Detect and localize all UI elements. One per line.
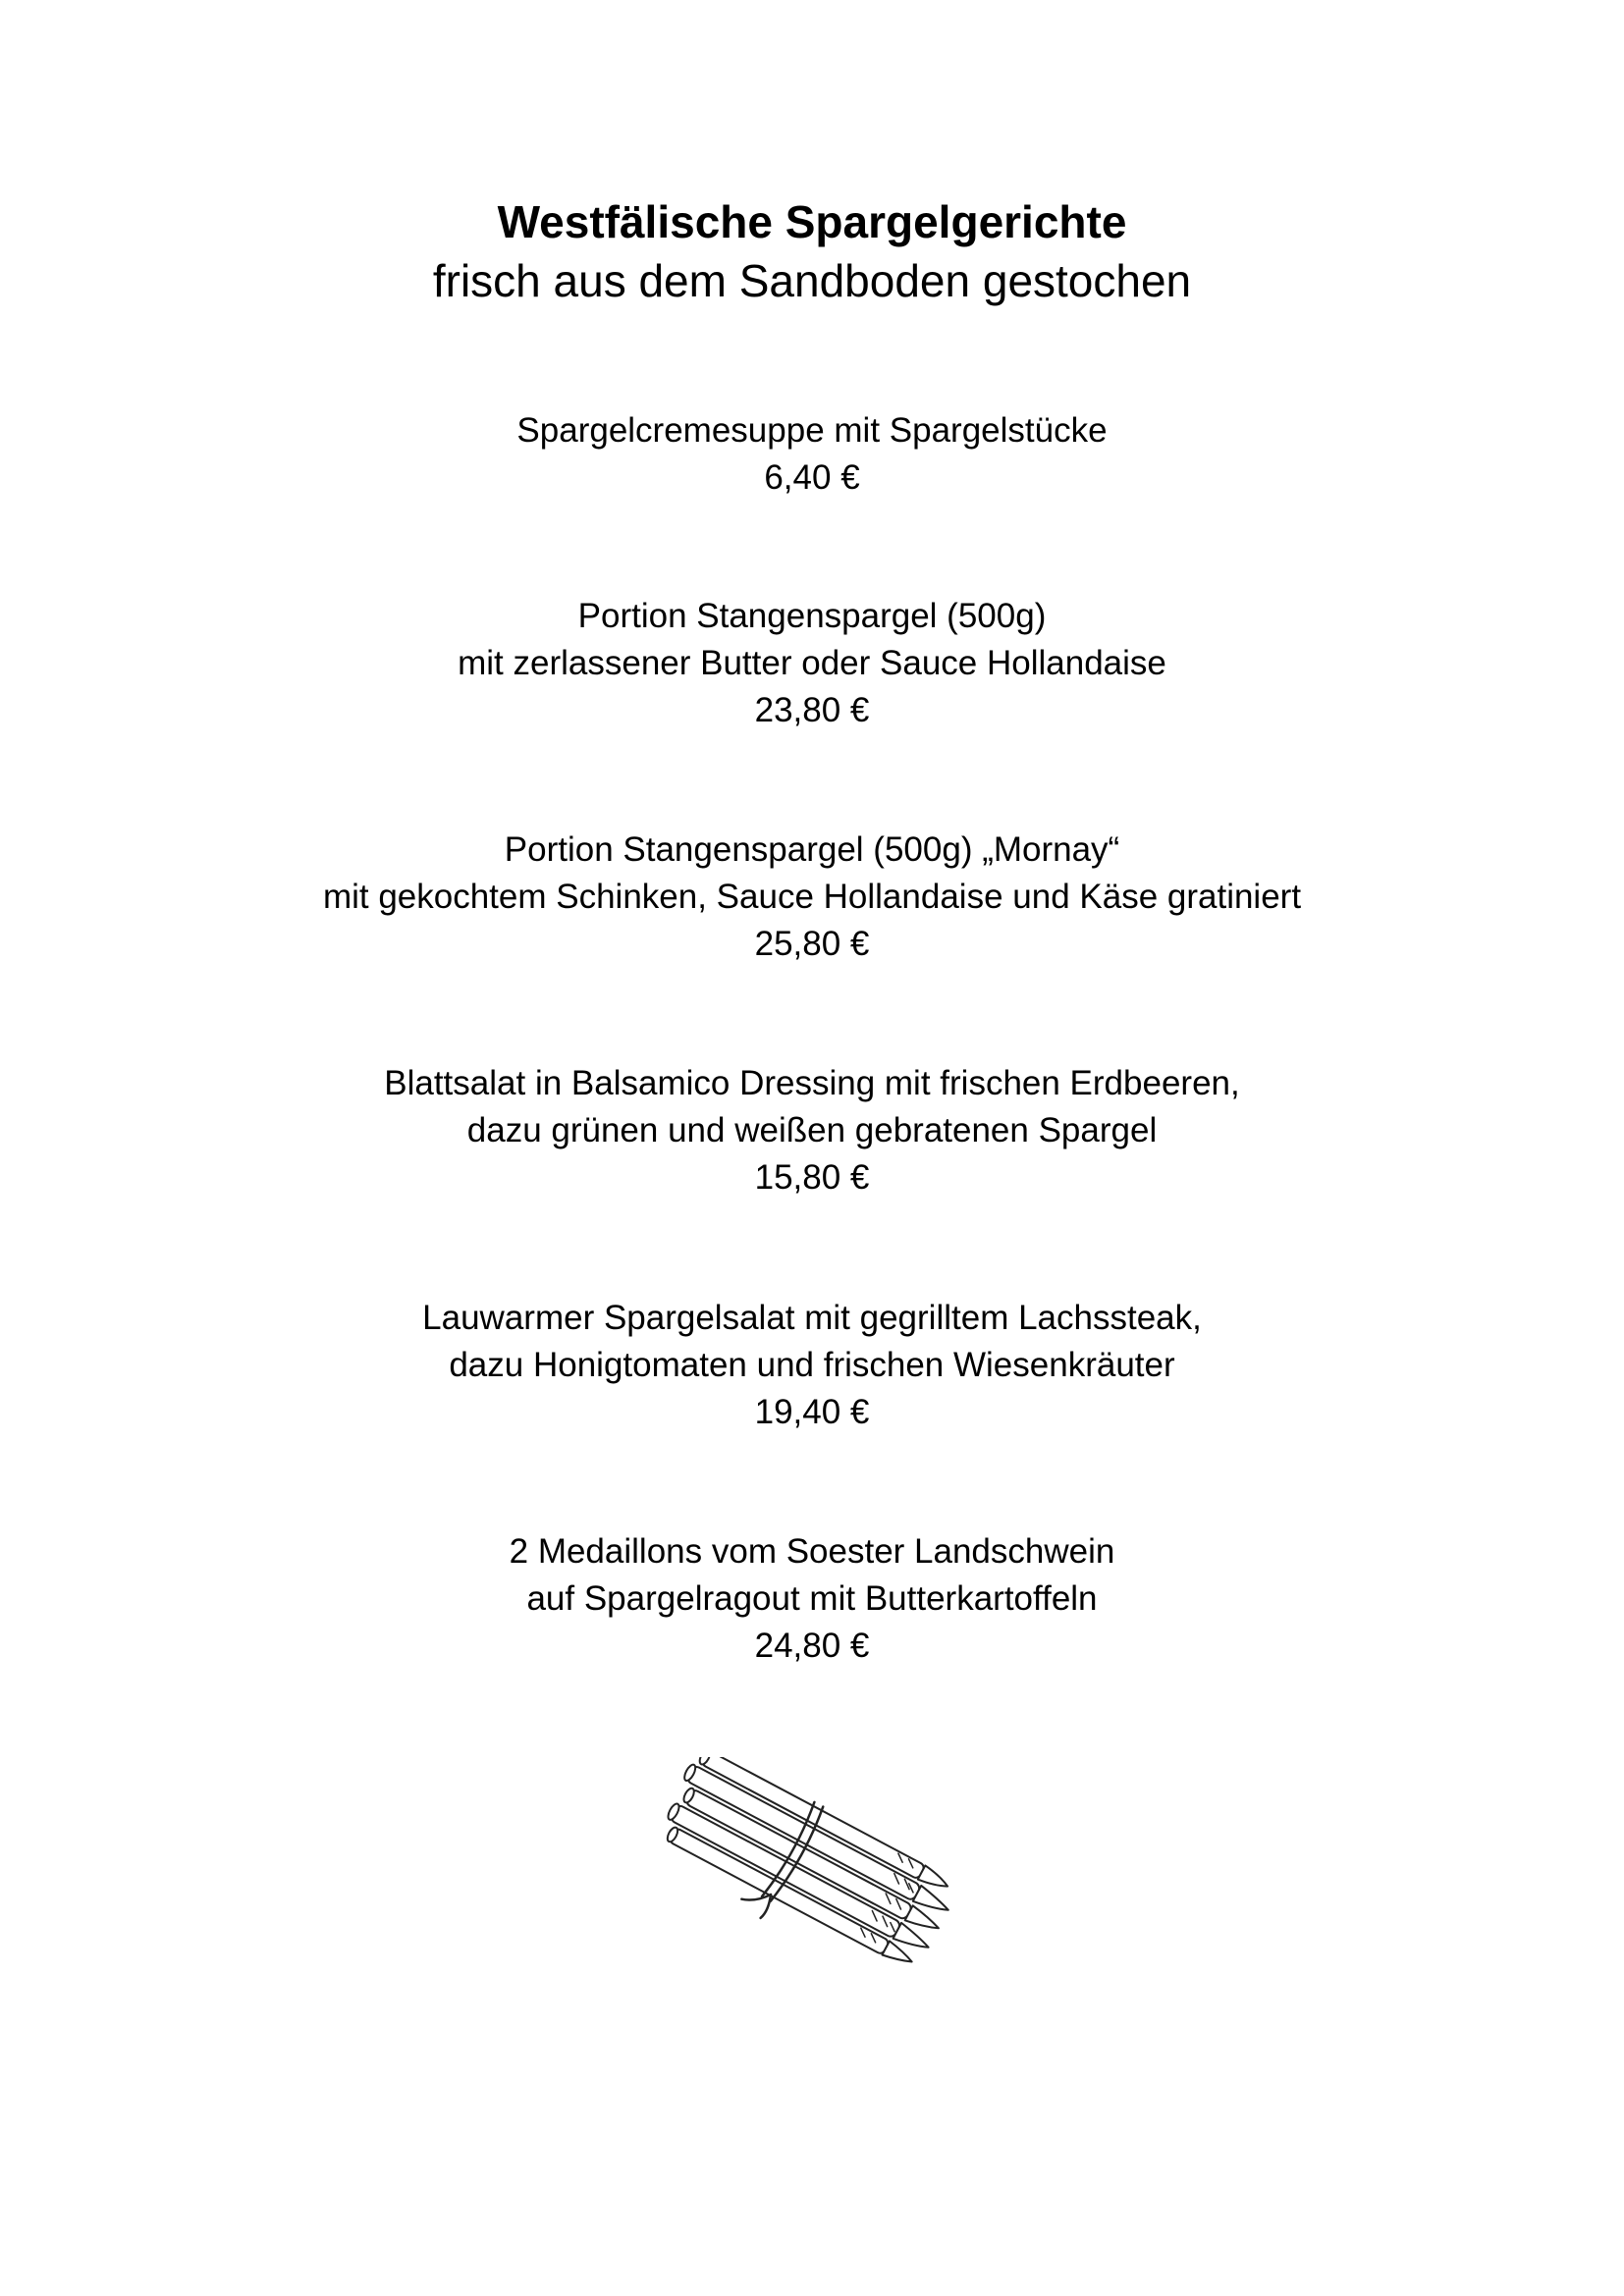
dish-price: 6,40 € [764, 458, 860, 497]
page-title: Westfälische Spargelgerichte [497, 196, 1127, 247]
menu-item [0, 1295, 1624, 1436]
page-subtitle: frisch aus dem Sandboden gestochen [432, 255, 1192, 306]
asparagus-bundle-icon [638, 1757, 992, 2012]
dish-description: auf Spargelragout mit Butterkartoffeln [526, 1579, 1098, 1618]
dish-description: Spargelcremesuppe mit Spargelstücke [516, 411, 1108, 450]
dish-description: dazu Honigtomaten und frischen Wiesenkräuter [449, 1346, 1175, 1384]
dish-name: Portion Stangenspargel (500g) [577, 597, 1047, 635]
dish-description: mit gekochtem Schinken, Sauce Hollandaise und Käse gratiniert [322, 878, 1302, 916]
dish-name: Lauwarmer Spargelsalat mit gegrilltem Lachssteak, [422, 1299, 1202, 1337]
dish-description: dazu grünen und weißen gebratenen Spargel [466, 1111, 1158, 1149]
menu-item [0, 1060, 1624, 1201]
dish-price: 23,80 € [754, 691, 870, 729]
dish-price: 25,80 € [754, 925, 870, 963]
dish-name: 2 Medaillons vom Soester Landschwein [509, 1532, 1115, 1571]
dish-price: 24,80 € [754, 1627, 870, 1665]
dish-price: 15,80 € [754, 1158, 870, 1197]
dish-name: Portion Stangenspargel (500g) „Mornay“ [504, 830, 1120, 869]
dish-price: 19,40 € [754, 1393, 870, 1431]
dish-name: Blattsalat in Balsamico Dressing mit frischen Erdbeeren, [384, 1064, 1240, 1102]
menu-item [0, 827, 1624, 968]
menu-item [0, 593, 1624, 734]
dish-description: mit zerlassener Butter oder Sauce Hollandaise [458, 644, 1166, 682]
menu-item [0, 407, 1624, 502]
menu-item [0, 1528, 1624, 1670]
